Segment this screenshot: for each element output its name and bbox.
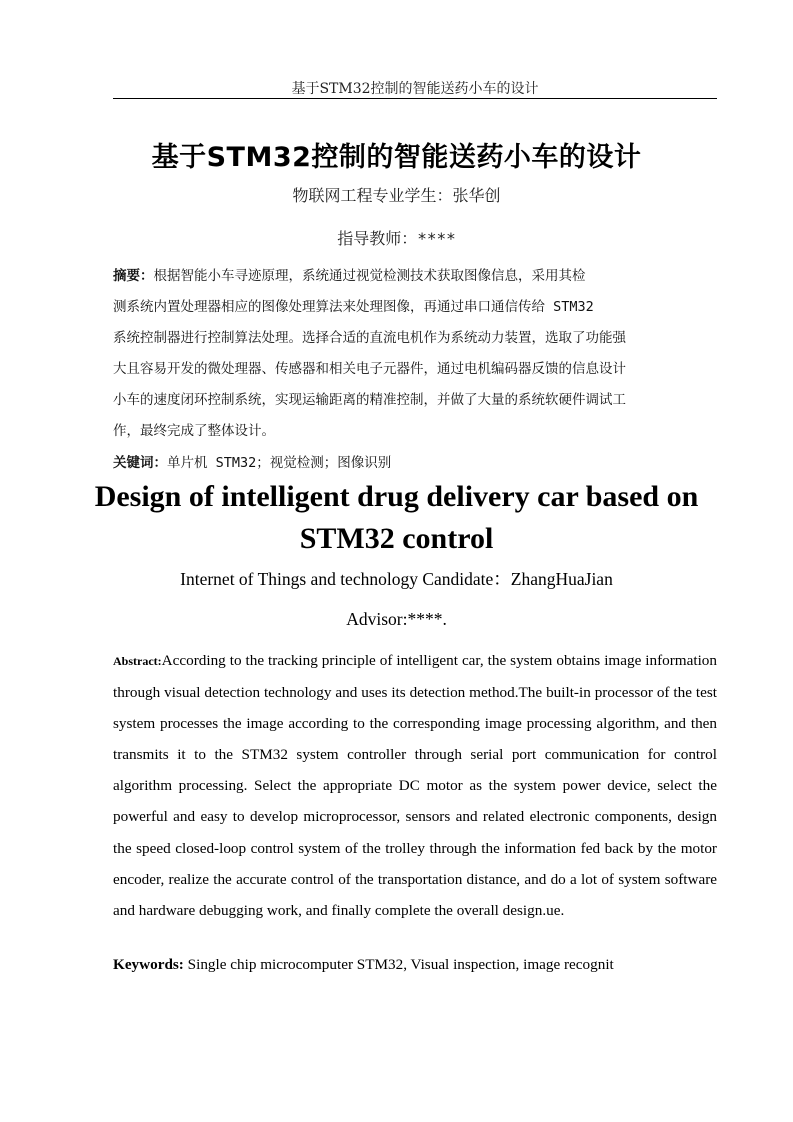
chinese-abstract-text: 根据智能小车寻迹原理，系统通过视觉检测技术获取图像信息，采用其检 bbox=[153, 268, 586, 284]
chinese-abstract-line: 作，最终完成了整体设计。 bbox=[113, 423, 275, 439]
english-title bbox=[80, 476, 713, 560]
chinese-abstract-line bbox=[113, 264, 723, 284]
english-abstract-label: Abstract: bbox=[113, 654, 162, 668]
english-author-line: Internet of Things and technology Candidate：ZhangHuaJian bbox=[180, 569, 613, 589]
chinese-abstract-label: 摘要： bbox=[113, 268, 154, 284]
english-title-line-2: STM32 control bbox=[299, 522, 494, 555]
chinese-keywords-text: 单片机 STM32；视觉检测；图像识别 bbox=[167, 455, 392, 471]
chinese-abstract-line: 系统控制器进行控制算法处理。选择合适的直流电机作为系统动力装置，选取了功能强 bbox=[113, 330, 626, 346]
english-advisor-line: Advisor:****. bbox=[346, 609, 447, 629]
english-title-line-1: Design of intelligent drug delivery car based on bbox=[94, 480, 699, 513]
header-rule bbox=[113, 98, 717, 99]
chinese-advisor-line: 指导教师：**** bbox=[337, 229, 456, 248]
chinese-abstract-line: 大且容易开发的微处理器、传感器和相关电子元器件，通过电机编码器反馈的信息设计 bbox=[113, 361, 626, 377]
chinese-keywords-label: 关键词： bbox=[113, 455, 167, 471]
chinese-abstract-line: 测系统内置处理器相应的图像处理算法来处理图像，再通过串口通信传给 STM32 bbox=[113, 299, 594, 315]
english-keywords-label: Keywords: bbox=[113, 956, 184, 973]
chinese-abstract-line: 小车的速度闭环控制系统，实现运输距离的精准控制，并做了大量的系统软硬件调试工 bbox=[113, 392, 626, 408]
chinese-author-line: 物联网工程专业学生：张华创 bbox=[292, 186, 501, 205]
english-abstract-text: According to the tracking principle of intelligent car, the system obtains image information through visual detection technology and uses its detection method.The built-in processor of the test system processes the image according to the corresponding image processing algorithm, and then transmits it to the STM32 system controller through serial port communication for control algorithm processing. Select the appropriate DC motor as the system power device, select the powerful and easy to develop microprocessor, sensors and related electronic components, design the speed closed-loop control system of the trolley through the information fed back by the motor encoder, realize the accurate control of the transportation distance, and do a lot of system software and hardware debugging work, and finally complete the overall design.ue. bbox=[113, 652, 717, 919]
english-abstract bbox=[113, 645, 717, 926]
running-header: 基于STM32控制的智能送药小车的设计 bbox=[291, 81, 539, 97]
english-keywords-line bbox=[113, 956, 717, 974]
chinese-title: 基于STM32控制的智能送药小车的设计 bbox=[151, 142, 642, 173]
chinese-keywords-line bbox=[113, 451, 723, 471]
english-keywords-text: Single chip microcomputer STM32, Visual inspection, image recognit bbox=[183, 956, 614, 973]
